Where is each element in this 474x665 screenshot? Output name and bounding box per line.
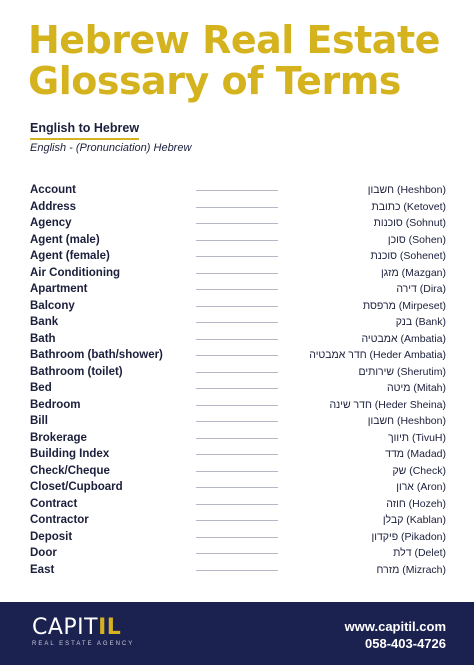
hebrew-translation: דלת (Delet) [393, 547, 446, 559]
fill-line [196, 207, 278, 208]
hebrew-translation: חשבון (Heshbon) [367, 415, 446, 427]
fill-line [196, 322, 278, 323]
title-line-2: Glossary of Terms [28, 59, 401, 103]
english-term: Apartment [30, 283, 88, 295]
glossary-row [30, 248, 446, 265]
glossary-row [30, 463, 446, 480]
fill-line [196, 355, 278, 356]
english-term: Bill [30, 415, 48, 427]
fill-line [196, 570, 278, 571]
glossary-row [30, 562, 446, 579]
glossary-row [30, 496, 446, 513]
english-term: Building Index [30, 448, 110, 460]
hebrew-translation: מרפסת (Mirpeset) [362, 299, 446, 312]
glossary-row [30, 314, 446, 331]
fill-line [196, 273, 278, 274]
english-term: Address [30, 200, 77, 213]
hebrew-translation: בנק (Bank) [395, 316, 446, 328]
english-term: Bed [30, 382, 52, 394]
fill-line [196, 256, 278, 257]
glossary-row [30, 446, 446, 463]
glossary-row [30, 397, 446, 414]
hebrew-translation: דירה (Dira) [396, 283, 446, 295]
fill-line [196, 289, 278, 290]
footer-bar [0, 602, 474, 665]
english-term: Agent (female) [30, 250, 110, 262]
glossary-row [30, 331, 446, 348]
english-term: Bank [30, 316, 59, 328]
hebrew-translation: מדד (Madad) [385, 448, 446, 460]
glossary-row [30, 380, 446, 397]
glossary-row [30, 182, 446, 199]
english-term: Bedroom [30, 398, 81, 411]
fill-line [196, 537, 278, 538]
glossary-row [30, 347, 446, 364]
english-term: Air Conditioning [30, 266, 121, 279]
fill-line [196, 306, 278, 307]
glossary-list [30, 182, 446, 578]
english-term: Contract [30, 497, 78, 510]
english-term: Contractor [30, 514, 89, 526]
fill-line [196, 487, 278, 488]
english-term: Bathroom (toilet) [30, 365, 123, 378]
english-term: Brokerage [30, 431, 87, 444]
fill-line [196, 454, 278, 455]
english-term: Agent (male) [30, 233, 100, 246]
hebrew-translation: חדר שינה (Heder Sheina) [329, 398, 446, 411]
glossary-row [30, 529, 446, 546]
fill-line [196, 388, 278, 389]
glossary-row [30, 298, 446, 315]
glossary-row [30, 512, 446, 529]
hebrew-translation: חשבון (Heshbon) [367, 184, 446, 196]
english-term: Bathroom (bath/shower) [30, 349, 163, 361]
glossary-row [30, 199, 446, 216]
english-term: Agency [30, 217, 72, 229]
fill-line [196, 471, 278, 472]
fill-line [196, 553, 278, 554]
hebrew-translation: ארון (Aron) [396, 481, 446, 493]
fill-line [196, 223, 278, 224]
fill-line [196, 240, 278, 241]
english-term: Balcony [30, 299, 75, 312]
hebrew-translation: חדר אמבטיה (Heder Ambatia) [309, 349, 446, 361]
fill-line [196, 190, 278, 191]
hebrew-translation: שירותים (Sherutim) [358, 365, 446, 378]
fill-line [196, 421, 278, 422]
hebrew-translation: חוזה (Hozeh) [386, 497, 446, 510]
logo-text: CAPIT [32, 615, 99, 640]
hebrew-translation: אמבטיה (Ambatia) [361, 332, 446, 345]
fill-line [196, 339, 278, 340]
page-title [28, 20, 440, 102]
glossary-row [30, 413, 446, 430]
website-link[interactable]: www.capitil.com [344, 619, 446, 634]
hebrew-translation: תיווך (TivuH) [388, 431, 446, 444]
glossary-row [30, 232, 446, 249]
glossary-row [30, 281, 446, 298]
english-term: East [30, 563, 55, 576]
hebrew-translation: כתובת (Ketovet) [371, 200, 446, 213]
glossary-row [30, 215, 446, 232]
hebrew-translation: שק (Check) [392, 464, 446, 477]
english-term: Account [30, 184, 76, 196]
hebrew-translation: סוכנת (Sohenet) [370, 250, 446, 262]
phone-number[interactable]: 058-403-4726 [365, 636, 446, 651]
hebrew-translation: קבלן (Kablan) [382, 514, 446, 526]
hebrew-translation: סוכן (Sohen) [387, 233, 446, 246]
glossary-row [30, 430, 446, 447]
fill-line [196, 438, 278, 439]
english-term: Door [30, 547, 57, 559]
glossary-row [30, 364, 446, 381]
english-term: Deposit [30, 530, 73, 543]
hebrew-translation: פיקדון (Pikadon) [371, 530, 446, 543]
logo-wordmark [32, 616, 134, 640]
hebrew-translation: מזגן (Mazgan) [381, 266, 446, 279]
title-line-1: Hebrew Real Estate [28, 18, 440, 62]
english-term: Closet/Cupboard [30, 481, 123, 493]
logo-tagline: REAL ESTATE AGENCY [32, 641, 135, 647]
glossary-row [30, 545, 446, 562]
logo-accent: IL [98, 615, 122, 640]
english-term: Bath [30, 332, 56, 345]
fill-line [196, 520, 278, 521]
hebrew-translation: מיטה (Mitah) [386, 382, 446, 394]
section-heading: English to Hebrew [30, 121, 139, 140]
hebrew-translation: מזרח (Mizrach) [376, 563, 446, 576]
glossary-row [30, 479, 446, 496]
company-logo [32, 616, 134, 647]
fill-line [196, 372, 278, 373]
glossary-row [30, 265, 446, 282]
fill-line [196, 504, 278, 505]
format-note: English - (Pronunciation) Hebrew [30, 142, 192, 154]
english-term: Check/Cheque [30, 464, 110, 477]
contact-info [345, 618, 446, 652]
fill-line [196, 405, 278, 406]
hebrew-translation: סוכנות (Sohnut) [373, 217, 446, 229]
